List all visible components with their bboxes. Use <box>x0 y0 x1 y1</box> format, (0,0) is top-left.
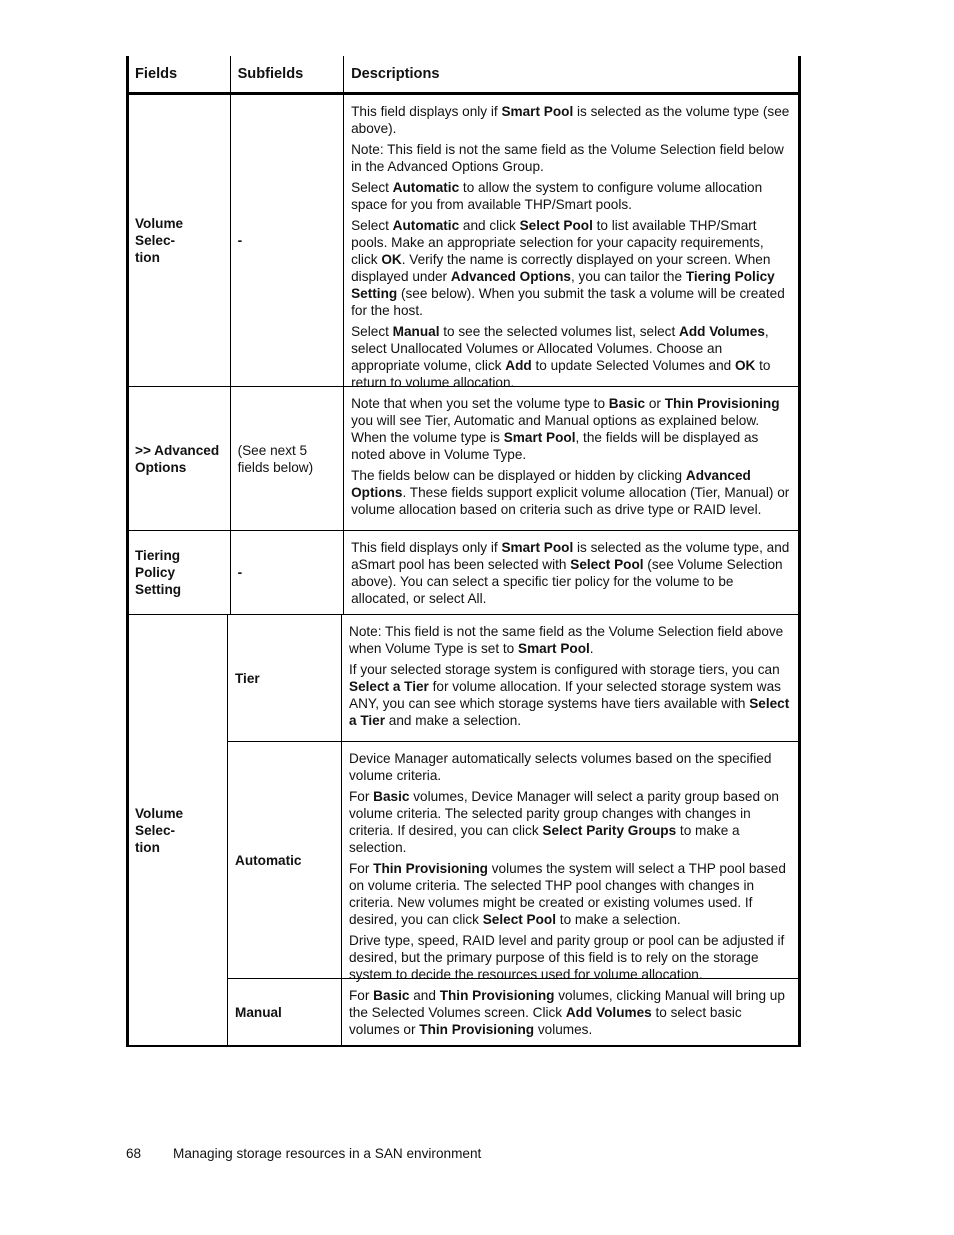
ui-term: OK <box>734 358 756 373</box>
header-fields: Fields <box>135 65 178 82</box>
description-paragraph: This field displays only if Smart Pool is selected as the volume type (see above). <box>351 104 790 136</box>
subfield-cell <box>227 742 341 978</box>
description-paragraph: For Thin Provisioning volumes the system will select a THP pool based on volume criteria. The selected THP pool changes with changes in criteria. New volumes might be created or existing volumes used. If desired, you can click Select Pool to make a selection. <box>349 861 786 927</box>
field-cell <box>129 615 227 1045</box>
ui-term: Thin Provisioning <box>373 861 488 876</box>
description-paragraph: For Basic and Thin Provisioning volumes, clicking Manual will bring up the Selected Volumes screen. Click Add Volumes to select basic volumes or Thin Provisioning volumes. <box>349 988 785 1037</box>
ui-term: Select Pool <box>482 912 557 927</box>
description-paragraph: Select Automatic and click Select Pool to list available THP/Smart pools. Make an appropriate selection for your capacity requirements, click OK. Verify the name is correctly displayed on your screen. When displayed under Advanced Options, you can tailor the Tiering Policy Setting (see below). When you submit the task a volume will be created for the host. <box>351 218 785 318</box>
ui-term: Advanced Options <box>450 269 571 284</box>
description-cell <box>343 387 798 530</box>
subfield-label: Automatic <box>235 852 302 868</box>
description-cell <box>341 615 798 741</box>
ui-term: Select Pool <box>519 218 593 233</box>
ui-term: Smart Pool <box>501 540 574 555</box>
subfield-label: - <box>237 565 243 580</box>
description-paragraph: Select Manual to see the selected volumes list, select Add Volumes, select Unallocated Volumes or Allocated Volumes. Choose an appropriate volume, click Add to update Selected Volumes and OK to return to volume allocation. <box>351 324 771 390</box>
field-label: >> Advanced Options <box>135 442 220 475</box>
ui-term: Basic <box>373 988 410 1003</box>
description-paragraph: Drive type, speed, RAID level and parity group or pool can be adjusted if desired, but the primary purpose of this field is to rely on the storage system to decide the resources used for volume allocation. <box>349 933 785 982</box>
subrow-automatic <box>227 741 798 982</box>
subfield-cell <box>230 387 344 530</box>
description-paragraph: Select Automatic to allow the system to configure volume allocation space for you from available THP/Smart pools. <box>351 180 763 212</box>
description-paragraph: This field displays only if Smart Pool is selected as the volume type, and aSmart pool has been selected with Select Pool (see Volume Selection above). You can select a specific tier policy for the volume to be allocated, or select All. <box>351 540 790 606</box>
table-row <box>129 386 798 530</box>
field-label: Volume Selec- tion <box>135 805 184 855</box>
table-row-group <box>129 614 798 1045</box>
subfield-cell <box>230 531 344 614</box>
field-cell <box>129 95 230 386</box>
table-row <box>129 94 798 390</box>
header-subfields: Subfields <box>230 56 344 92</box>
field-cell <box>129 531 230 614</box>
ui-term: Smart Pool <box>503 430 576 445</box>
ui-term: OK <box>381 252 402 267</box>
description-paragraph: If your selected storage system is configured with storage tiers, you can Select a Tier for volume allocation. If your selected storage system was ANY, you can see which storage systems have tiers available with Select a Tier and make a selection. <box>349 662 790 728</box>
subfield-cell <box>227 615 341 741</box>
ui-term: Manual <box>392 324 440 339</box>
subfield-cell <box>230 95 344 386</box>
footer-section-title: Managing storage resources in a SAN environment <box>173 1146 482 1161</box>
table-header-row <box>129 56 798 94</box>
description-cell <box>341 979 798 1045</box>
subfield-label: Tier <box>235 670 260 686</box>
description-cell <box>343 531 798 614</box>
subfield-cell <box>227 979 341 1045</box>
page-footer <box>126 1146 481 1161</box>
ui-term: Automatic <box>392 218 460 233</box>
ui-term: Thin Provisioning <box>419 1022 535 1037</box>
table-row <box>129 530 798 614</box>
field-label: Volume Selec- tion <box>135 216 184 265</box>
ui-term: Smart Pool <box>501 104 574 119</box>
subrow-tier <box>227 615 798 741</box>
description-cell <box>341 742 798 982</box>
ui-term: Thin Provisioning <box>439 988 555 1003</box>
subfield-label: (See next 5 fields below) <box>237 442 314 475</box>
field-label: Tiering Policy Setting <box>135 548 182 597</box>
description-paragraph: The fields below can be displayed or hidden by clicking Advanced Options. These fields support explicit volume allocation (Tier, Manual) or volume allocation based on criteria such as drive type or RAID level. <box>351 468 790 517</box>
subrow-manual <box>227 978 798 1045</box>
description-paragraph: For Basic volumes, Device Manager will select a parity group based on volume criteria. The selected parity group changes with changes in criteria. If desired, you can click Select Parity Groups to make a selection. <box>349 789 779 855</box>
subfield-group <box>227 615 798 1045</box>
ui-term: Smart Pool <box>518 641 590 656</box>
ui-term: Select Parity Groups <box>542 823 677 838</box>
ui-term: Add Volumes <box>565 1005 652 1020</box>
page-number: 68 <box>126 1146 142 1161</box>
subfield-label: - <box>237 233 243 248</box>
ui-term: Select a Tier <box>349 679 429 694</box>
ui-term: Tiering Policy Setting <box>351 269 775 301</box>
description-paragraph: Note that when you set the volume type to Basic or Thin Provisioning you will see Tier, Automatic and Manual options as explained below. When the volume type is Smart Pool, the fields will be displayed as noted above in Volume Type. <box>351 396 780 462</box>
ui-term: Add <box>505 358 532 373</box>
fields-table <box>126 56 801 1047</box>
ui-term: Select Pool <box>570 557 644 572</box>
ui-term: Select a Tier <box>349 696 790 728</box>
description-paragraph: Note: This field is not the same field as the Volume Selection field above when Volume Type is set to Smart Pool. <box>349 624 784 656</box>
ui-term: Add Volumes <box>679 324 765 339</box>
ui-term: Thin Provisioning <box>664 396 780 411</box>
field-cell <box>129 387 230 530</box>
description-paragraph: Note: This field is not the same field as the Volume Selection field below in the Advanced Options Group. <box>351 142 784 174</box>
ui-term: Basic <box>608 396 646 411</box>
subfield-label: Manual <box>235 1004 282 1020</box>
ui-term: Advanced Options <box>351 468 751 500</box>
ui-term: Automatic <box>392 180 460 195</box>
description-cell <box>343 95 798 390</box>
header-descriptions: Descriptions <box>343 56 798 92</box>
ui-term: Basic <box>373 789 410 804</box>
description-paragraph: Device Manager automatically selects volumes based on the specified volume criteria. <box>349 751 772 783</box>
